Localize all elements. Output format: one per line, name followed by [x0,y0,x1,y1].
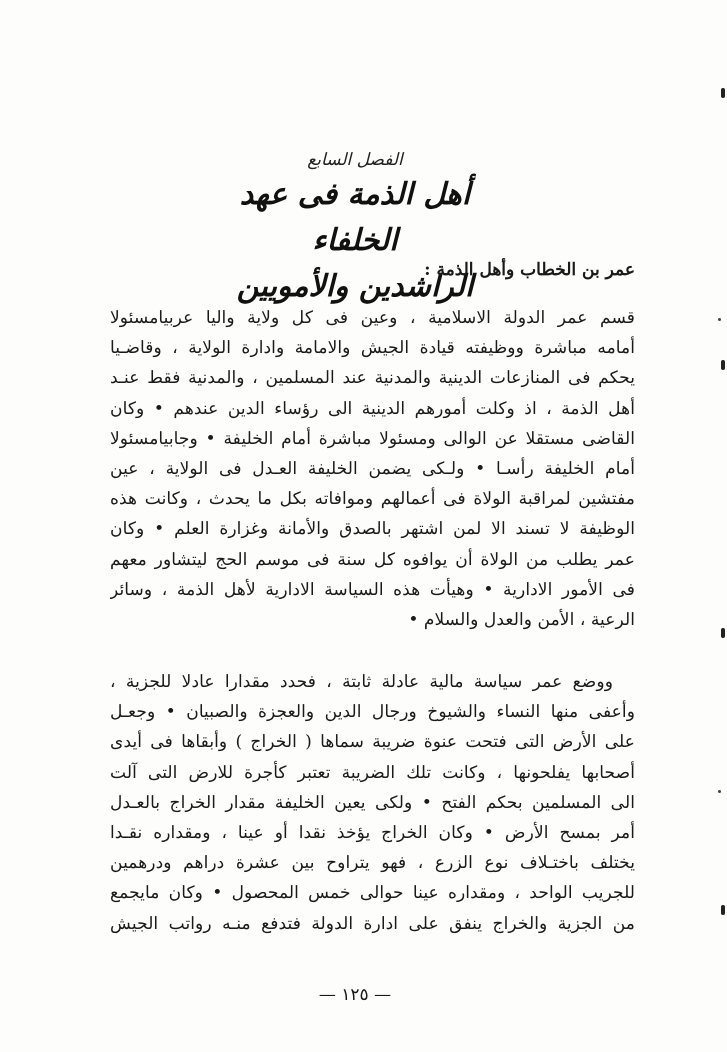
text-line: يحكم فى المنازعات الدينية والمدنية عند المسلمين ، والمدنية فقط عنـد [110,368,635,389]
scan-edge-mark [721,628,725,638]
text-line: فى الأمور الادارية • وهيأت هذه السياسة الادارية لأهل الذمة ، وسائر [110,579,635,600]
text-line: عمر يطلب من الولاة أن يوافوه كل سنة فى موسم الحج ليتشاور معهم [110,549,635,570]
chapter-title-line-1: أهل الذمة فى عهد الخلفاء [239,177,471,258]
text-line: الى المسلمين بحكم الفتح • ولكى يعين الخليفة مقدار الخراج بالعـدل [110,792,635,813]
text-line: أمام الخليفة رأسـا • ولـكى يضمن الخليفة العـدل فى الولاية ، عين [110,459,635,480]
text-line: أصحابها يفلحونها ، وكانت تلك الضريبة تعتبر كأجرة للارض التى آلت [110,762,635,783]
text-line: القاضى مستقلا عن الوالى ومسئولا مباشرة أمام الخليفة • وجابيامسئولا [110,428,635,449]
text-line: أهل الذمة ، اذ وكلت أمورهم الدينية الى رؤساء الدين عندهم • وكان [110,398,635,419]
text-line: على الأرض التى فتحت عنوة ضريبة سماها ( الخراج ) وأبقاها فى أيدى [110,732,635,753]
section-heading: عمر بن الخطاب وأهل الذمة : [424,260,635,280]
text-line: يختلف باختـلاف نوع الزرع ، فهو يتراوح بين عشرة دراهم ودرهمين [110,853,635,874]
paragraph-2 [110,667,635,939]
text-line: من الجزية والخراج ينفق على ادارة الدولة فتدفع منـه رواتب الجيش [110,913,635,934]
text-line-last: الرعية ، الأمن والعدل والسلام • [408,610,635,631]
text-line: أمامه مباشرة ووظيفته قيادة الجيش والامامة وادارة الولاية ، وقاضـيا [110,338,635,359]
text-line: وأعفى منها النساء والشيوخ ورجال الدين والعجزة والصبيان • وجعـل [110,702,635,723]
chapter-title-line-2: الراشدين والأمويين [236,269,474,304]
page-number: — ١٢٥ — [318,985,392,1005]
text-line: ووضع عمر سياسة مالية عادلة ثابتة ، فحدد مقدارا عادلا للجزية ، [110,672,613,692]
chapter-title [210,172,500,310]
scan-edge-dot [718,790,721,793]
scan-edge-mark [721,905,725,915]
text-line: قسم عمر الدولة الاسلامية ، وعين فى كل ولاية واليا عربيامسئولا [110,308,635,328]
scan-edge-dot [718,318,721,321]
text-line: أمر بمسح الأرض • وكان الخراج يؤخذ نقدا أو عينا ، ومقداره نقـدا [110,823,635,844]
text-line: الوظيفة لا تسند الا لمن اشتهر بالصدق والأمانة وغزارة العلم • وكان [110,519,635,540]
text-line: مفتشين لمراقبة الولاة فى أعمالهم وموافاته بكل ما يحدث ، وكانت هذه [110,489,635,510]
chapter-label: الفصل السابع [307,150,403,170]
paragraph-1 [110,303,635,635]
text-line: للجريب الواحد ، ومقداره عينا حوالى خمس المحصول • وكان مايجمع [110,883,635,904]
scan-edge-mark [721,360,725,370]
scan-edge-mark [721,88,725,98]
